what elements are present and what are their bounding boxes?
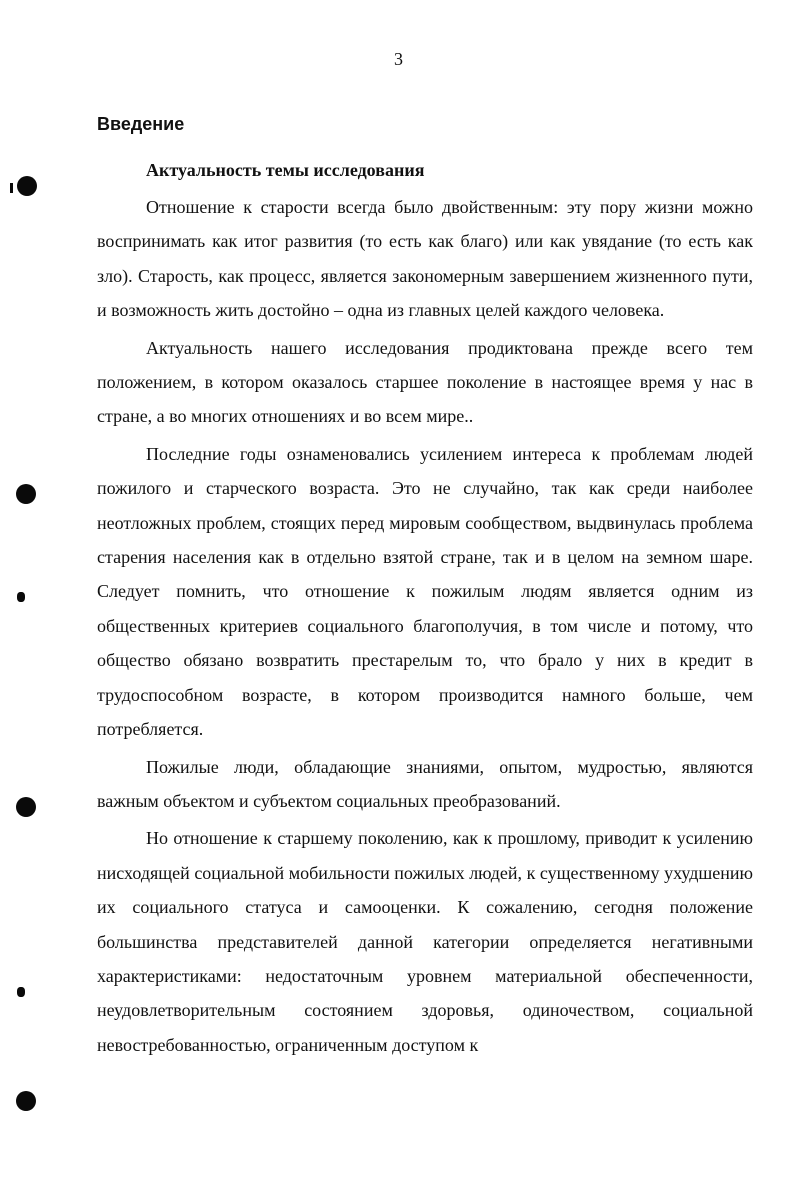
paragraph: Пожилые люди, обладающие знаниями, опытом, мудростью, являются важным объектом и субъектом социальных преобразований. [97,756,753,811]
paragraph: Последние годы ознаменовались усилением интереса к проблемам людей пожилого и старческого возраста. Это не случайно, так как среди наиболее неотложных проблем, стоящих перед мировым сообществом, выдвинулась проблема старения населения как в отдельно взятой стране, так и в целом на земном шаре. Следует помнить, что отношение к пожилым людям является одним из общественных критериев социального благополучия, в том числе и потому, что общество обязано возвратить престарелым то, что брало у них в кредит в трудоспособном возрасте, в котором производится намного больше, чем потребляется. [97,443,753,740]
scan-mark [17,987,25,997]
paragraph: Но отношение к старшему поколению, как к прошлому, приводит к усилению нисходящей социальной мобильности пожилых людей, к существенному ухудшению их социального статуса и самооценки. К сожалению, сегодня положение большинства представителей данной категории определяется негативными характеристиками: недостаточным уровнем материальной обеспеченности, неудовлетворительным состоянием здоровья, одиночеством, социальной невостребованностью, ограниченным доступом к [97,828,753,1055]
punch-hole [16,1091,36,1111]
scan-mark [17,592,25,602]
body-text [97,190,753,1065]
punch-hole [17,176,37,196]
scan-mark [10,183,13,193]
subsection-heading: Актуальность темы исследования [146,160,425,180]
page-number: 3 [394,49,403,69]
section-heading: Введение [97,114,185,134]
paragraph: Актуальность нашего исследования продиктована прежде всего тем положением, в котором оказалось старшее поколение в настоящее время у нас в стране, а во многих отношениях и во всем мире.. [97,337,753,427]
punch-hole [16,797,36,817]
punch-hole [16,484,36,504]
paragraph: Отношение к старости всегда было двойственным: эту пору жизни можно воспринимать как итог развития (то есть как благо) или как увядание (то есть как зло). Старость, как процесс, является закономерным завершением жизненного пути, и возможность жить достойно – одна из главных целей каждого человека. [97,197,753,321]
